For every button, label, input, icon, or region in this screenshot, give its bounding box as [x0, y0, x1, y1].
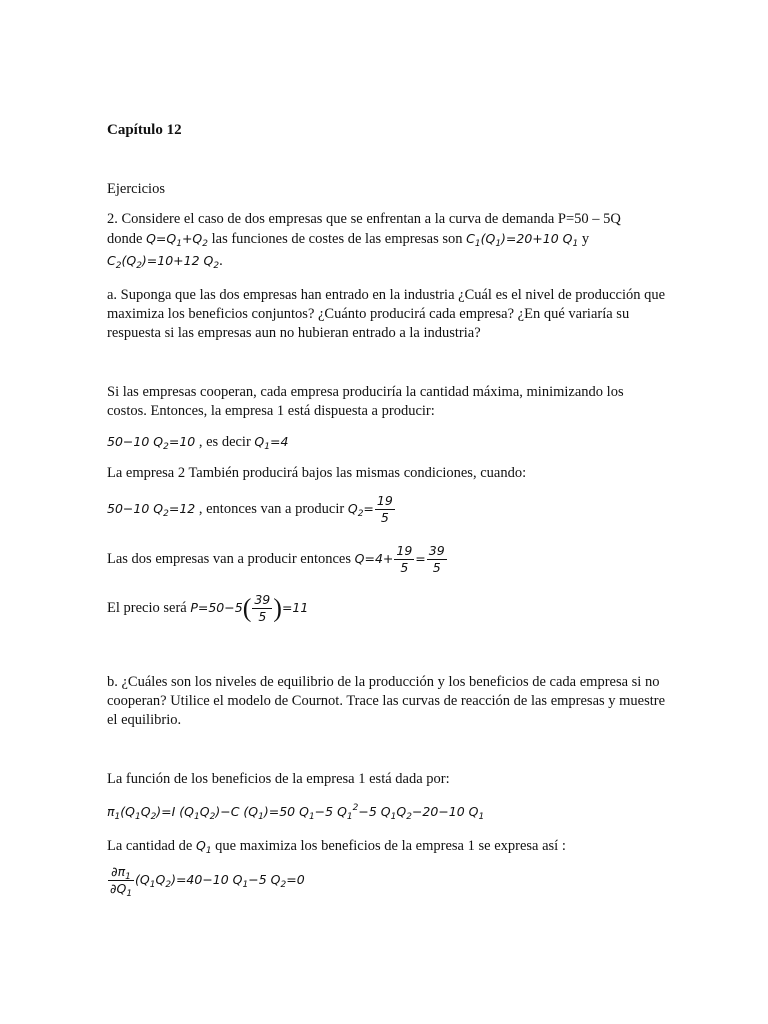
answer-b-paragraph-2: La cantidad de $Q_1$ que maximiza los beneficios de la empresa 1 se expresa así :: [107, 838, 566, 856]
fraction-39-5-b: $\frac{39}{5}$: [254, 592, 271, 624]
fraction-derivative: $\frac{\partial\pi_1}{\partial Q_1}$: [110, 864, 133, 899]
question-b: b. ¿Cuáles son los niveles de equilibrio de la producción y los beneficios de cada empresa si no cooperan? Utilice el modelo de Cournot. Trace las curvas de reacción de las empresas y muestre el equilibrio.: [107, 674, 666, 728]
eq-cost-1: $C_1(Q_1)=20+10$ $Q_1$: [466, 231, 579, 249]
equation-total-q: Las dos empresas van a producir entonces Q=4+ $\frac{19}{5}$ = $\frac{39}{5}$: [107, 543, 445, 575]
problem-line-2: donde $Q=Q_1+Q_2$ las funciones de costes de las empresas son $C_1(Q_1)=20+10$ $Q_1$ y: [107, 231, 590, 249]
answer-b-paragraph-1: La función de los beneficios de la empresa 1 está dada por:: [107, 771, 450, 787]
answer-a-paragraph-2: La empresa 2 También producirá bajos las mismas condiciones, cuando:: [107, 465, 527, 481]
eq-q-sum: $Q=Q_1+Q_2$: [146, 231, 208, 249]
fraction-39-5: $\frac{39}{5}$: [428, 543, 445, 575]
exercises-label: Ejercicios: [107, 181, 165, 197]
problem-intro: [107, 210, 667, 271]
answer-a-paragraph-1: Si las empresas cooperan, cada empresa produciría la cantidad máxima, minimizando los costos. Entonces, la empresa 1 está dispuesta a producir:: [107, 384, 624, 419]
problem-line-3: $C_2(Q_2)=10+12$ $Q_2$.: [107, 253, 223, 271]
equation-derivative: $\frac{\partial\pi_1}{\partial Q_1}$ $(Q_1Q_2)=40-10$ $Q_1-5$ $Q_2=0$: [110, 864, 305, 899]
problem-line-1: 2. Considere el caso de dos empresas que se enfrentan a la curva de demanda P=50 – 5Q: [107, 211, 621, 227]
equation-profit: $\pi_1(Q_1Q_2)=I$ $(Q_1Q_2)-C$ $(Q_1)=50$ $Q_1-5$ $Q_1^2-5$ $Q_1Q_2-20-10$ $Q_1$: [107, 803, 485, 822]
fraction-19-5: $\frac{19}{5}$: [376, 493, 393, 525]
chapter-title: Capítulo 12: [107, 122, 182, 138]
eq-cost-2: $C_2(Q_2)=10+12$ $Q_2$: [107, 253, 220, 271]
fraction-19-5-b: $\frac{19}{5}$: [396, 543, 413, 575]
question-a: a. Suponga que las dos empresas han entrado en la industria ¿Cuál es el nivel de producción que maximiza los beneficios conjuntos? ¿Cuánto producirá cada empresa? ¿En qué variaría su respuesta si las empresas aun no hubieran entrado a la industria?: [107, 287, 666, 341]
equation-price: El precio será P=50−5( $\frac{39}{5}$ )=11: [107, 592, 309, 624]
equation-q1: 50−10 $Q_2=10$ , es decir $Q_1=4$: [107, 434, 289, 452]
equation-q2: 50−10 $Q_2=12$ , entonces van a producir $Q_2=$ $\frac{19}{5}$: [107, 493, 393, 525]
